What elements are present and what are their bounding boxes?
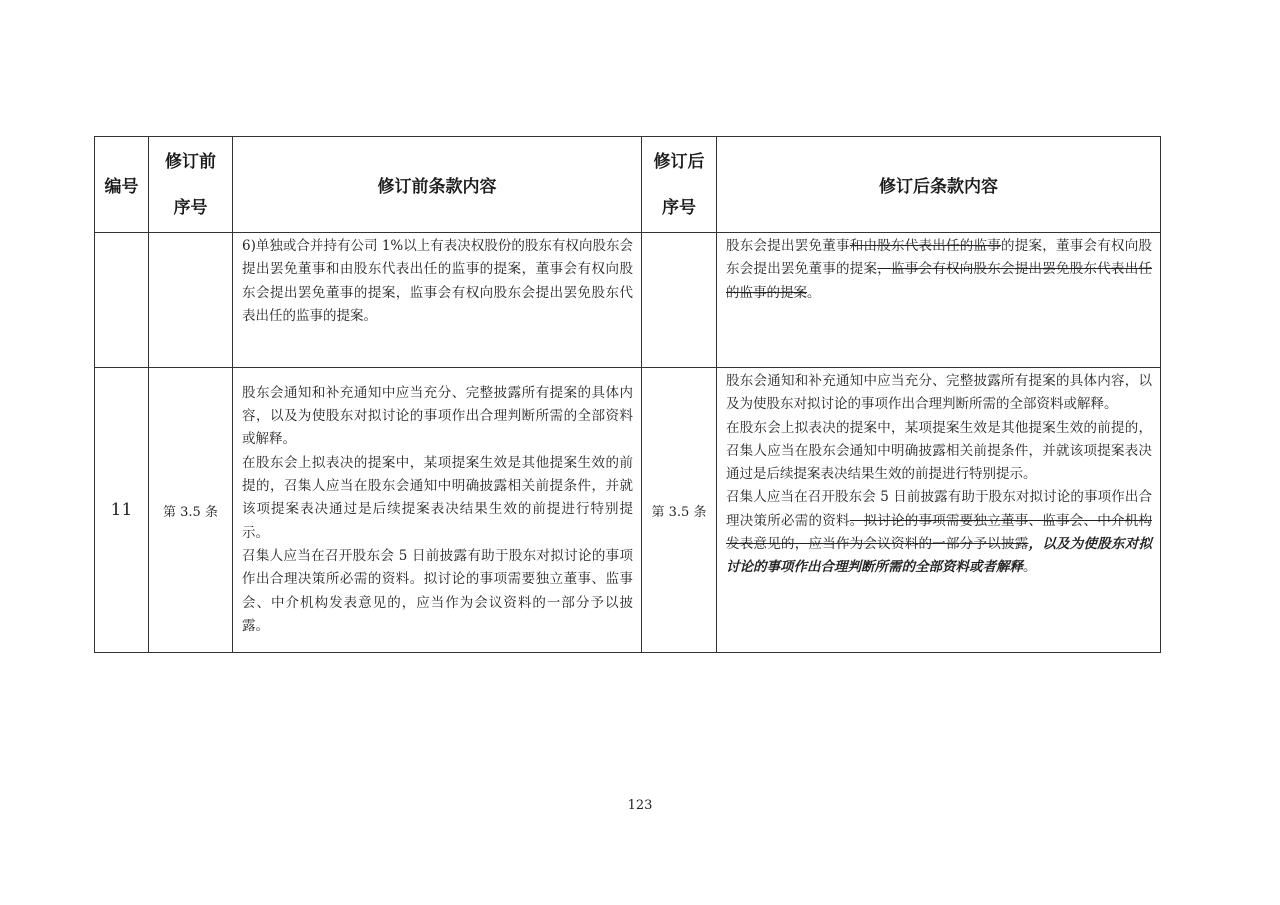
- table-row: [95, 368, 1161, 653]
- row2-after-added-text: ，以及为使股东对拟讨论的事项作出合理判断所需的全部资料或者解释: [726, 536, 1152, 576]
- row1-after-text-part2: 的提案，董事会有权向股东会提出罢免董事的提案: [726, 238, 1152, 278]
- row1-after-text-part1: 股东会提出罢免董事: [726, 238, 850, 254]
- row2-before-para-2: 在股东会上拟表决的提案中，某项提案生效是其他提案生效的前提的，召集人应当在股东会通知中明确披露相关前提条件，并就该项提案表决通过是后续提案表决结果生效的前提进行特别提示。: [242, 454, 633, 541]
- row1-after-content-cell: [717, 233, 1161, 368]
- header-before-content: 修订前条款内容: [233, 137, 642, 233]
- row2-after-deleted-text: 。拟讨论的事项需要独立董事、监事会、中介机构发表意见的，应当作为会议资料的一部分予以披露: [726, 512, 1152, 553]
- row1-before-content-cell: [233, 233, 642, 368]
- row2-after-para-3: [726, 486, 1152, 579]
- row1-after-text: [717, 233, 1160, 307]
- row2-before-para-3: 召集人应当在召开股东会 5 日前披露有助于股东对拟讨论的事项作出合理决策所必需的资料。拟讨论的事项需要独立董事、监事会、中介机构发表意见的，应当作为会议资料的一部分予以披露。: [242, 547, 633, 634]
- header-before-seq-line1: 修订前: [165, 151, 216, 172]
- header-after-seq-line2: 序号: [662, 197, 696, 218]
- row2-after-content-cell: [717, 368, 1161, 653]
- header-after-content: 修订后条款内容: [717, 137, 1161, 233]
- row2-after-para-3-end: 。: [1023, 559, 1037, 576]
- row2-after-para-3-text: 召集人应当在召开股东会 5 日前披露有助于股东对拟讨论的事项作出合理决策所必需的资料: [726, 489, 1152, 529]
- row1-after-text-part3: 。: [807, 284, 821, 301]
- header-row: [95, 137, 1161, 233]
- row1-before-text: 6)单独或合并持有公司 1%以上有表决权股份的股东有权向股东会提出罢免董事和由股东代表出任的监事的提案，董事会有权向股东会提出罢免董事的提案，监事会有权向股东会提出罢免股东代表出任的监事的提案。: [242, 238, 633, 324]
- header-before-seq-line2: 序号: [173, 197, 208, 218]
- row1-after-seq-cell: [642, 233, 717, 368]
- header-before-seq: [149, 137, 233, 233]
- row2-before-para-1: 股东会通知和补充通知中应当充分、完整披露所有提案的具体内容，以及为使股东对拟讨论的事项作出合理判断所需的全部资料或解释。: [242, 384, 633, 448]
- header-after-seq-line1: 修订后: [653, 151, 705, 172]
- row1-before-seq-cell: [149, 233, 233, 368]
- row2-after-text: [717, 368, 1160, 582]
- row2-before-article: 第 3.5 条: [149, 368, 233, 653]
- row2-after-para-2: 在股东会上拟表决的提案中，某项提案生效是其他提案生效的前提的，召集人应当在股东会通知中明确披露相关前提条件，并就该项提案表决通过是后续提案表决结果生效的前提进行特别提示。: [726, 419, 1152, 483]
- header-after-seq: [642, 137, 717, 233]
- page-number: 123: [627, 798, 653, 813]
- row2-after-article: 第 3.5 条: [642, 368, 717, 653]
- table-row: [95, 233, 1161, 368]
- row1-number-cell: [95, 233, 149, 368]
- row2-before-text: [233, 380, 641, 640]
- row2-after-para-1: 股东会通知和补充通知中应当充分、完整披露所有提案的具体内容，以及为使股东对拟讨论的事项作出合理判断所需的全部资料或解释。: [726, 373, 1152, 413]
- row1-after-deleted-1: 和由股东代表出任的监事: [849, 238, 1001, 254]
- row2-before-content-cell: [233, 368, 642, 653]
- header-number: 编号: [95, 137, 149, 233]
- row2-number: 11: [95, 368, 149, 653]
- revision-comparison-table: [94, 136, 1161, 653]
- row1-after-deleted-2: ，监事会有权向股东会提出罢免股东代表出任的监事的提案: [726, 261, 1152, 301]
